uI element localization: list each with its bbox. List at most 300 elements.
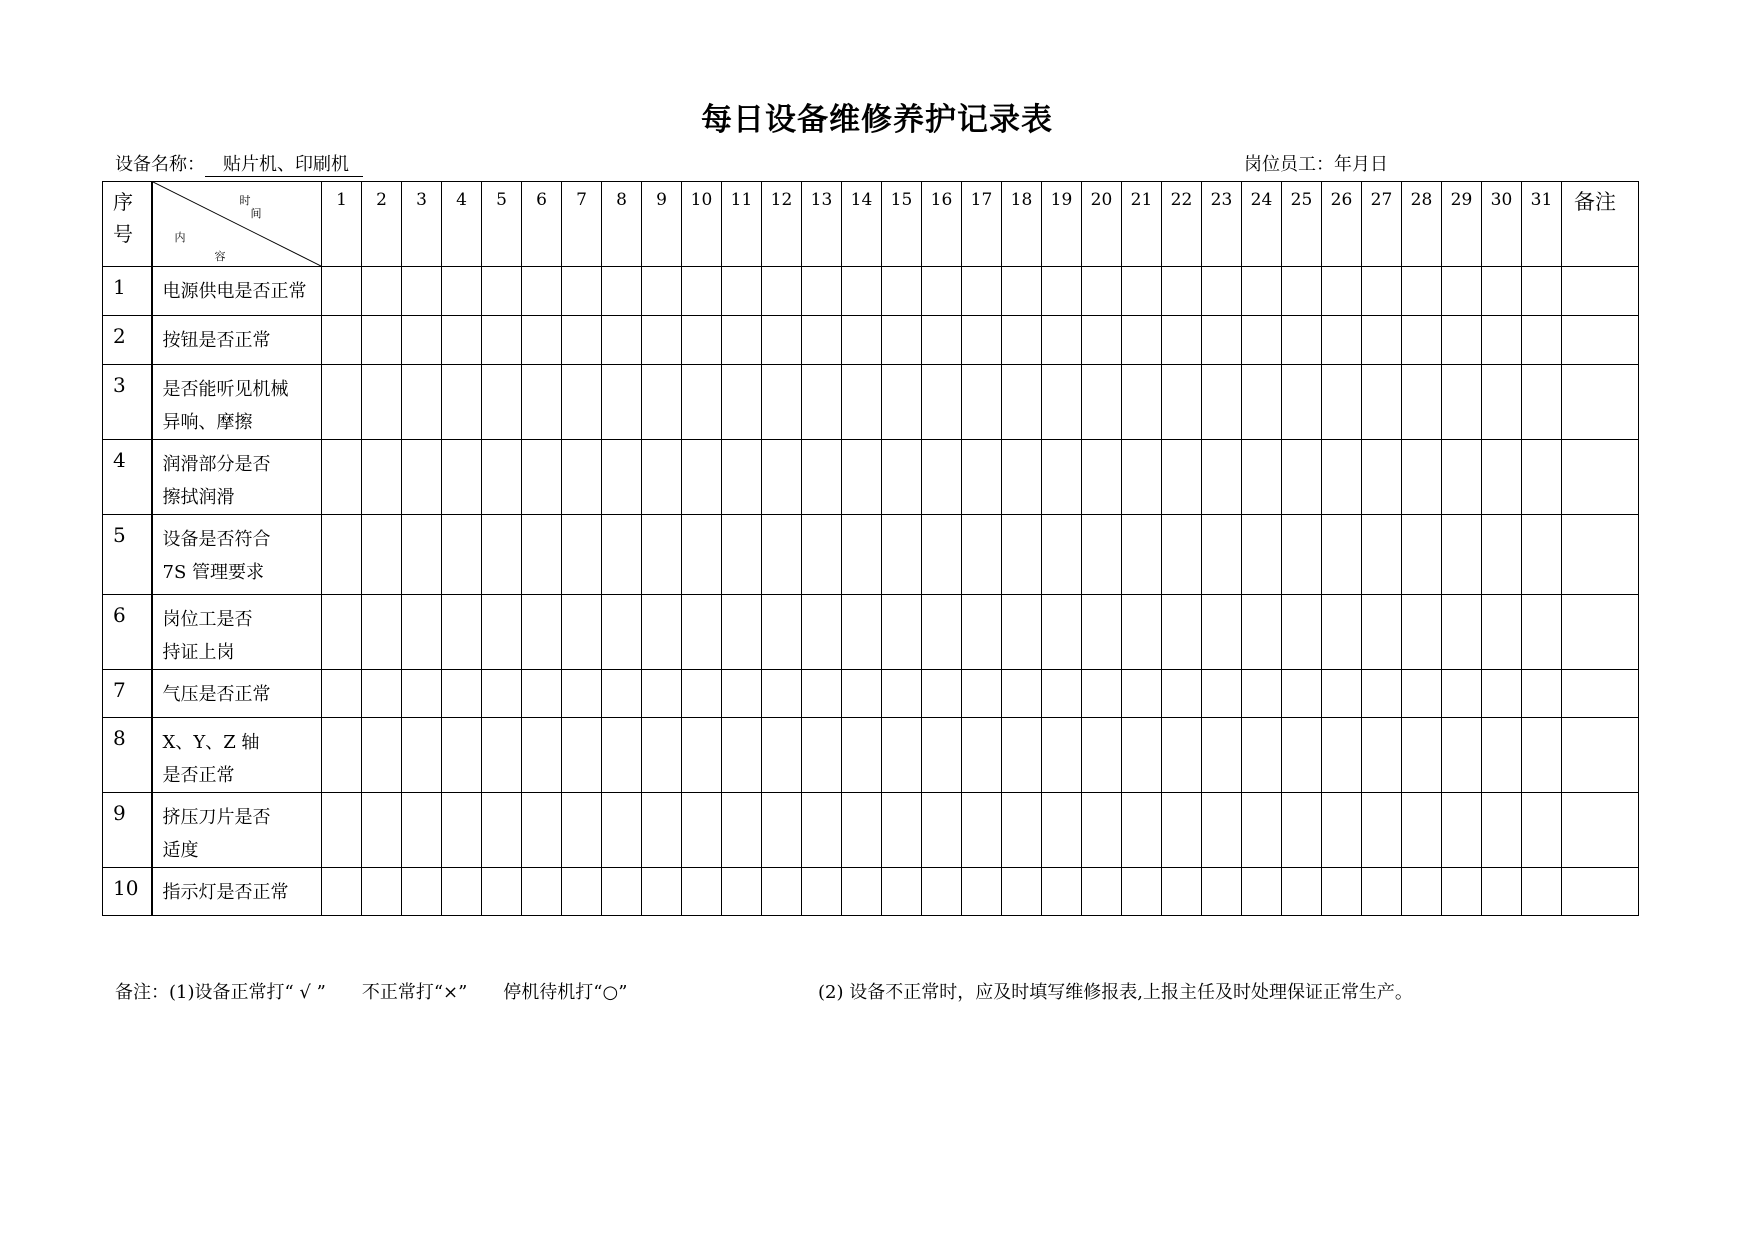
- day-check-cell[interactable]: [1082, 515, 1122, 595]
- day-check-cell[interactable]: [802, 595, 842, 670]
- day-check-cell[interactable]: [1082, 365, 1122, 440]
- day-check-cell[interactable]: [442, 316, 482, 365]
- day-check-cell[interactable]: [322, 515, 362, 595]
- day-check-cell[interactable]: [1362, 440, 1402, 515]
- day-check-cell[interactable]: [802, 718, 842, 793]
- day-check-cell[interactable]: [602, 793, 642, 868]
- day-check-cell[interactable]: [1122, 670, 1162, 718]
- day-check-cell[interactable]: [442, 868, 482, 916]
- day-check-cell[interactable]: [1482, 267, 1522, 316]
- day-check-cell[interactable]: [562, 595, 602, 670]
- day-check-cell[interactable]: [1202, 718, 1242, 793]
- day-check-cell[interactable]: [482, 316, 522, 365]
- day-check-cell[interactable]: [362, 440, 402, 515]
- day-check-cell[interactable]: [1042, 316, 1082, 365]
- day-check-cell[interactable]: [1002, 718, 1042, 793]
- day-check-cell[interactable]: [602, 267, 642, 316]
- day-check-cell[interactable]: [1122, 440, 1162, 515]
- day-check-cell[interactable]: [642, 868, 682, 916]
- day-check-cell[interactable]: [1442, 440, 1482, 515]
- day-check-cell[interactable]: [1402, 316, 1442, 365]
- day-check-cell[interactable]: [722, 868, 762, 916]
- day-check-cell[interactable]: [802, 316, 842, 365]
- day-check-cell[interactable]: [322, 670, 362, 718]
- day-check-cell[interactable]: [1522, 868, 1562, 916]
- day-check-cell[interactable]: [1162, 595, 1202, 670]
- day-check-cell[interactable]: [762, 316, 802, 365]
- day-check-cell[interactable]: [1442, 515, 1482, 595]
- day-check-cell[interactable]: [522, 267, 562, 316]
- day-check-cell[interactable]: [562, 670, 602, 718]
- day-check-cell[interactable]: [1442, 595, 1482, 670]
- day-check-cell[interactable]: [1402, 718, 1442, 793]
- day-check-cell[interactable]: [922, 868, 962, 916]
- day-check-cell[interactable]: [882, 670, 922, 718]
- day-check-cell[interactable]: [1402, 267, 1442, 316]
- day-check-cell[interactable]: [1162, 440, 1202, 515]
- day-check-cell[interactable]: [482, 515, 522, 595]
- day-check-cell[interactable]: [1162, 316, 1202, 365]
- day-check-cell[interactable]: [1202, 670, 1242, 718]
- day-check-cell[interactable]: [882, 515, 922, 595]
- day-check-cell[interactable]: [1482, 670, 1522, 718]
- day-check-cell[interactable]: [442, 515, 482, 595]
- day-check-cell[interactable]: [522, 515, 562, 595]
- day-check-cell[interactable]: [1242, 316, 1282, 365]
- day-check-cell[interactable]: [1242, 440, 1282, 515]
- day-check-cell[interactable]: [722, 793, 762, 868]
- day-check-cell[interactable]: [922, 718, 962, 793]
- day-check-cell[interactable]: [1282, 267, 1322, 316]
- day-check-cell[interactable]: [1082, 316, 1122, 365]
- day-check-cell[interactable]: [562, 718, 602, 793]
- day-check-cell[interactable]: [322, 267, 362, 316]
- day-check-cell[interactable]: [1082, 595, 1122, 670]
- day-check-cell[interactable]: [522, 868, 562, 916]
- day-check-cell[interactable]: [362, 515, 402, 595]
- day-check-cell[interactable]: [602, 670, 642, 718]
- day-check-cell[interactable]: [1322, 868, 1362, 916]
- day-check-cell[interactable]: [1082, 718, 1122, 793]
- day-check-cell[interactable]: [1282, 670, 1322, 718]
- day-check-cell[interactable]: [1402, 595, 1442, 670]
- day-check-cell[interactable]: [1482, 595, 1522, 670]
- day-check-cell[interactable]: [322, 793, 362, 868]
- day-check-cell[interactable]: [482, 868, 522, 916]
- day-check-cell[interactable]: [962, 365, 1002, 440]
- day-check-cell[interactable]: [1402, 868, 1442, 916]
- day-check-cell[interactable]: [642, 670, 682, 718]
- day-check-cell[interactable]: [1522, 718, 1562, 793]
- day-check-cell[interactable]: [1042, 365, 1082, 440]
- day-check-cell[interactable]: [762, 595, 802, 670]
- day-check-cell[interactable]: [1402, 515, 1442, 595]
- day-check-cell[interactable]: [1242, 595, 1282, 670]
- day-check-cell[interactable]: [1522, 515, 1562, 595]
- day-check-cell[interactable]: [882, 868, 922, 916]
- day-check-cell[interactable]: [1282, 440, 1322, 515]
- day-check-cell[interactable]: [522, 440, 562, 515]
- day-check-cell[interactable]: [602, 718, 642, 793]
- remark-cell[interactable]: [1562, 267, 1639, 316]
- day-check-cell[interactable]: [1122, 868, 1162, 916]
- day-check-cell[interactable]: [882, 316, 922, 365]
- day-check-cell[interactable]: [1202, 440, 1242, 515]
- day-check-cell[interactable]: [1042, 515, 1082, 595]
- day-check-cell[interactable]: [402, 316, 442, 365]
- day-check-cell[interactable]: [1122, 793, 1162, 868]
- day-check-cell[interactable]: [1122, 595, 1162, 670]
- day-check-cell[interactable]: [602, 440, 642, 515]
- day-check-cell[interactable]: [1002, 868, 1042, 916]
- day-check-cell[interactable]: [922, 440, 962, 515]
- day-check-cell[interactable]: [962, 670, 1002, 718]
- day-check-cell[interactable]: [682, 718, 722, 793]
- day-check-cell[interactable]: [802, 365, 842, 440]
- day-check-cell[interactable]: [1042, 868, 1082, 916]
- day-check-cell[interactable]: [1242, 267, 1282, 316]
- day-check-cell[interactable]: [562, 793, 602, 868]
- day-check-cell[interactable]: [842, 793, 882, 868]
- day-check-cell[interactable]: [642, 515, 682, 595]
- day-check-cell[interactable]: [762, 793, 802, 868]
- day-check-cell[interactable]: [882, 718, 922, 793]
- day-check-cell[interactable]: [1002, 316, 1042, 365]
- day-check-cell[interactable]: [842, 515, 882, 595]
- day-check-cell[interactable]: [402, 868, 442, 916]
- day-check-cell[interactable]: [482, 670, 522, 718]
- day-check-cell[interactable]: [1202, 316, 1242, 365]
- day-check-cell[interactable]: [482, 793, 522, 868]
- day-check-cell[interactable]: [682, 868, 722, 916]
- remark-cell[interactable]: [1562, 365, 1639, 440]
- day-check-cell[interactable]: [1482, 718, 1522, 793]
- day-check-cell[interactable]: [442, 595, 482, 670]
- day-check-cell[interactable]: [362, 670, 402, 718]
- day-check-cell[interactable]: [1282, 793, 1322, 868]
- day-check-cell[interactable]: [882, 267, 922, 316]
- day-check-cell[interactable]: [1442, 365, 1482, 440]
- day-check-cell[interactable]: [1322, 515, 1362, 595]
- day-check-cell[interactable]: [1522, 440, 1562, 515]
- day-check-cell[interactable]: [1322, 365, 1362, 440]
- remark-cell[interactable]: [1562, 515, 1639, 595]
- day-check-cell[interactable]: [1122, 718, 1162, 793]
- day-check-cell[interactable]: [682, 793, 722, 868]
- day-check-cell[interactable]: [1522, 316, 1562, 365]
- day-check-cell[interactable]: [1162, 515, 1202, 595]
- day-check-cell[interactable]: [1322, 793, 1362, 868]
- day-check-cell[interactable]: [442, 670, 482, 718]
- day-check-cell[interactable]: [562, 316, 602, 365]
- day-check-cell[interactable]: [402, 440, 442, 515]
- day-check-cell[interactable]: [1042, 670, 1082, 718]
- day-check-cell[interactable]: [1362, 316, 1402, 365]
- day-check-cell[interactable]: [1522, 365, 1562, 440]
- day-check-cell[interactable]: [962, 515, 1002, 595]
- day-check-cell[interactable]: [1122, 316, 1162, 365]
- day-check-cell[interactable]: [1322, 595, 1362, 670]
- day-check-cell[interactable]: [882, 793, 922, 868]
- day-check-cell[interactable]: [1402, 793, 1442, 868]
- day-check-cell[interactable]: [762, 365, 802, 440]
- day-check-cell[interactable]: [1162, 365, 1202, 440]
- day-check-cell[interactable]: [1042, 595, 1082, 670]
- day-check-cell[interactable]: [922, 365, 962, 440]
- day-check-cell[interactable]: [562, 267, 602, 316]
- day-check-cell[interactable]: [1202, 595, 1242, 670]
- day-check-cell[interactable]: [1482, 793, 1522, 868]
- day-check-cell[interactable]: [842, 316, 882, 365]
- day-check-cell[interactable]: [922, 793, 962, 868]
- day-check-cell[interactable]: [1442, 793, 1482, 868]
- day-check-cell[interactable]: [1322, 718, 1362, 793]
- day-check-cell[interactable]: [802, 868, 842, 916]
- day-check-cell[interactable]: [762, 868, 802, 916]
- day-check-cell[interactable]: [522, 316, 562, 365]
- day-check-cell[interactable]: [362, 868, 402, 916]
- day-check-cell[interactable]: [522, 793, 562, 868]
- day-check-cell[interactable]: [962, 595, 1002, 670]
- day-check-cell[interactable]: [962, 793, 1002, 868]
- day-check-cell[interactable]: [842, 718, 882, 793]
- day-check-cell[interactable]: [922, 267, 962, 316]
- day-check-cell[interactable]: [882, 440, 922, 515]
- day-check-cell[interactable]: [362, 267, 402, 316]
- day-check-cell[interactable]: [1242, 868, 1282, 916]
- day-check-cell[interactable]: [1002, 365, 1042, 440]
- day-check-cell[interactable]: [602, 515, 642, 595]
- day-check-cell[interactable]: [1362, 670, 1402, 718]
- day-check-cell[interactable]: [722, 365, 762, 440]
- day-check-cell[interactable]: [842, 365, 882, 440]
- day-check-cell[interactable]: [762, 440, 802, 515]
- day-check-cell[interactable]: [1242, 515, 1282, 595]
- day-check-cell[interactable]: [1202, 365, 1242, 440]
- day-check-cell[interactable]: [1082, 793, 1122, 868]
- day-check-cell[interactable]: [1042, 267, 1082, 316]
- day-check-cell[interactable]: [362, 718, 402, 793]
- day-check-cell[interactable]: [402, 515, 442, 595]
- day-check-cell[interactable]: [1122, 365, 1162, 440]
- day-check-cell[interactable]: [1162, 718, 1202, 793]
- day-check-cell[interactable]: [1362, 868, 1402, 916]
- day-check-cell[interactable]: [962, 868, 1002, 916]
- day-check-cell[interactable]: [1082, 868, 1122, 916]
- day-check-cell[interactable]: [322, 365, 362, 440]
- day-check-cell[interactable]: [922, 670, 962, 718]
- day-check-cell[interactable]: [682, 365, 722, 440]
- day-check-cell[interactable]: [1282, 316, 1322, 365]
- day-check-cell[interactable]: [722, 316, 762, 365]
- day-check-cell[interactable]: [1002, 793, 1042, 868]
- day-check-cell[interactable]: [402, 365, 442, 440]
- day-check-cell[interactable]: [482, 267, 522, 316]
- day-check-cell[interactable]: [362, 595, 402, 670]
- day-check-cell[interactable]: [722, 267, 762, 316]
- day-check-cell[interactable]: [1362, 365, 1402, 440]
- day-check-cell[interactable]: [1442, 718, 1482, 793]
- day-check-cell[interactable]: [442, 718, 482, 793]
- day-check-cell[interactable]: [402, 595, 442, 670]
- day-check-cell[interactable]: [722, 595, 762, 670]
- day-check-cell[interactable]: [1242, 670, 1282, 718]
- day-check-cell[interactable]: [1162, 793, 1202, 868]
- day-check-cell[interactable]: [562, 365, 602, 440]
- day-check-cell[interactable]: [602, 316, 642, 365]
- remark-cell[interactable]: [1562, 595, 1639, 670]
- day-check-cell[interactable]: [1282, 515, 1322, 595]
- day-check-cell[interactable]: [842, 595, 882, 670]
- day-check-cell[interactable]: [442, 440, 482, 515]
- day-check-cell[interactable]: [402, 267, 442, 316]
- day-check-cell[interactable]: [1442, 316, 1482, 365]
- day-check-cell[interactable]: [402, 718, 442, 793]
- day-check-cell[interactable]: [322, 868, 362, 916]
- day-check-cell[interactable]: [482, 718, 522, 793]
- day-check-cell[interactable]: [882, 365, 922, 440]
- day-check-cell[interactable]: [1162, 670, 1202, 718]
- day-check-cell[interactable]: [722, 515, 762, 595]
- day-check-cell[interactable]: [642, 316, 682, 365]
- day-check-cell[interactable]: [762, 267, 802, 316]
- day-check-cell[interactable]: [682, 316, 722, 365]
- day-check-cell[interactable]: [1282, 595, 1322, 670]
- day-check-cell[interactable]: [682, 670, 722, 718]
- day-check-cell[interactable]: [322, 440, 362, 515]
- day-check-cell[interactable]: [1522, 670, 1562, 718]
- day-check-cell[interactable]: [922, 595, 962, 670]
- day-check-cell[interactable]: [1282, 868, 1322, 916]
- day-check-cell[interactable]: [1362, 718, 1402, 793]
- day-check-cell[interactable]: [962, 267, 1002, 316]
- day-check-cell[interactable]: [1082, 440, 1122, 515]
- day-check-cell[interactable]: [322, 595, 362, 670]
- day-check-cell[interactable]: [1282, 365, 1322, 440]
- day-check-cell[interactable]: [882, 595, 922, 670]
- day-check-cell[interactable]: [442, 793, 482, 868]
- day-check-cell[interactable]: [1402, 365, 1442, 440]
- day-check-cell[interactable]: [1282, 718, 1322, 793]
- day-check-cell[interactable]: [1522, 595, 1562, 670]
- remark-cell[interactable]: [1562, 670, 1639, 718]
- day-check-cell[interactable]: [1122, 515, 1162, 595]
- day-check-cell[interactable]: [1002, 515, 1042, 595]
- day-check-cell[interactable]: [762, 718, 802, 793]
- day-check-cell[interactable]: [562, 868, 602, 916]
- day-check-cell[interactable]: [1322, 267, 1362, 316]
- day-check-cell[interactable]: [1042, 440, 1082, 515]
- day-check-cell[interactable]: [802, 267, 842, 316]
- day-check-cell[interactable]: [362, 316, 402, 365]
- day-check-cell[interactable]: [1482, 868, 1522, 916]
- day-check-cell[interactable]: [602, 868, 642, 916]
- day-check-cell[interactable]: [842, 868, 882, 916]
- day-check-cell[interactable]: [562, 440, 602, 515]
- day-check-cell[interactable]: [842, 267, 882, 316]
- day-check-cell[interactable]: [1322, 316, 1362, 365]
- day-check-cell[interactable]: [1042, 718, 1082, 793]
- day-check-cell[interactable]: [962, 316, 1002, 365]
- day-check-cell[interactable]: [602, 595, 642, 670]
- day-check-cell[interactable]: [1202, 868, 1242, 916]
- day-check-cell[interactable]: [1162, 868, 1202, 916]
- day-check-cell[interactable]: [682, 595, 722, 670]
- day-check-cell[interactable]: [402, 793, 442, 868]
- day-check-cell[interactable]: [922, 316, 962, 365]
- day-check-cell[interactable]: [1362, 793, 1402, 868]
- day-check-cell[interactable]: [602, 365, 642, 440]
- day-check-cell[interactable]: [1242, 793, 1282, 868]
- day-check-cell[interactable]: [1202, 793, 1242, 868]
- day-check-cell[interactable]: [562, 515, 602, 595]
- day-check-cell[interactable]: [642, 365, 682, 440]
- day-check-cell[interactable]: [682, 440, 722, 515]
- remark-cell[interactable]: [1562, 793, 1639, 868]
- remark-cell[interactable]: [1562, 316, 1639, 365]
- day-check-cell[interactable]: [1482, 515, 1522, 595]
- day-check-cell[interactable]: [642, 595, 682, 670]
- day-check-cell[interactable]: [762, 670, 802, 718]
- day-check-cell[interactable]: [1322, 440, 1362, 515]
- day-check-cell[interactable]: [682, 515, 722, 595]
- day-check-cell[interactable]: [1482, 316, 1522, 365]
- day-check-cell[interactable]: [362, 793, 402, 868]
- day-check-cell[interactable]: [802, 793, 842, 868]
- day-check-cell[interactable]: [1482, 440, 1522, 515]
- day-check-cell[interactable]: [1122, 267, 1162, 316]
- day-check-cell[interactable]: [402, 670, 442, 718]
- remark-cell[interactable]: [1562, 868, 1639, 916]
- day-check-cell[interactable]: [1322, 670, 1362, 718]
- day-check-cell[interactable]: [802, 440, 842, 515]
- day-check-cell[interactable]: [922, 515, 962, 595]
- day-check-cell[interactable]: [482, 440, 522, 515]
- day-check-cell[interactable]: [1082, 267, 1122, 316]
- day-check-cell[interactable]: [1002, 670, 1042, 718]
- day-check-cell[interactable]: [802, 670, 842, 718]
- day-check-cell[interactable]: [522, 595, 562, 670]
- day-check-cell[interactable]: [1202, 267, 1242, 316]
- day-check-cell[interactable]: [1402, 670, 1442, 718]
- day-check-cell[interactable]: [1202, 515, 1242, 595]
- day-check-cell[interactable]: [1002, 440, 1042, 515]
- day-check-cell[interactable]: [842, 670, 882, 718]
- day-check-cell[interactable]: [722, 670, 762, 718]
- day-check-cell[interactable]: [1002, 267, 1042, 316]
- remark-cell[interactable]: [1562, 440, 1639, 515]
- day-check-cell[interactable]: [642, 267, 682, 316]
- remark-cell[interactable]: [1562, 718, 1639, 793]
- day-check-cell[interactable]: [642, 718, 682, 793]
- day-check-cell[interactable]: [1442, 670, 1482, 718]
- day-check-cell[interactable]: [1242, 365, 1282, 440]
- day-check-cell[interactable]: [362, 365, 402, 440]
- day-check-cell[interactable]: [1242, 718, 1282, 793]
- day-check-cell[interactable]: [522, 718, 562, 793]
- day-check-cell[interactable]: [722, 718, 762, 793]
- day-check-cell[interactable]: [1402, 440, 1442, 515]
- day-check-cell[interactable]: [962, 440, 1002, 515]
- day-check-cell[interactable]: [1162, 267, 1202, 316]
- day-check-cell[interactable]: [642, 793, 682, 868]
- day-check-cell[interactable]: [1362, 267, 1402, 316]
- day-check-cell[interactable]: [1362, 515, 1402, 595]
- day-check-cell[interactable]: [1442, 267, 1482, 316]
- day-check-cell[interactable]: [962, 718, 1002, 793]
- day-check-cell[interactable]: [682, 267, 722, 316]
- day-check-cell[interactable]: [1522, 793, 1562, 868]
